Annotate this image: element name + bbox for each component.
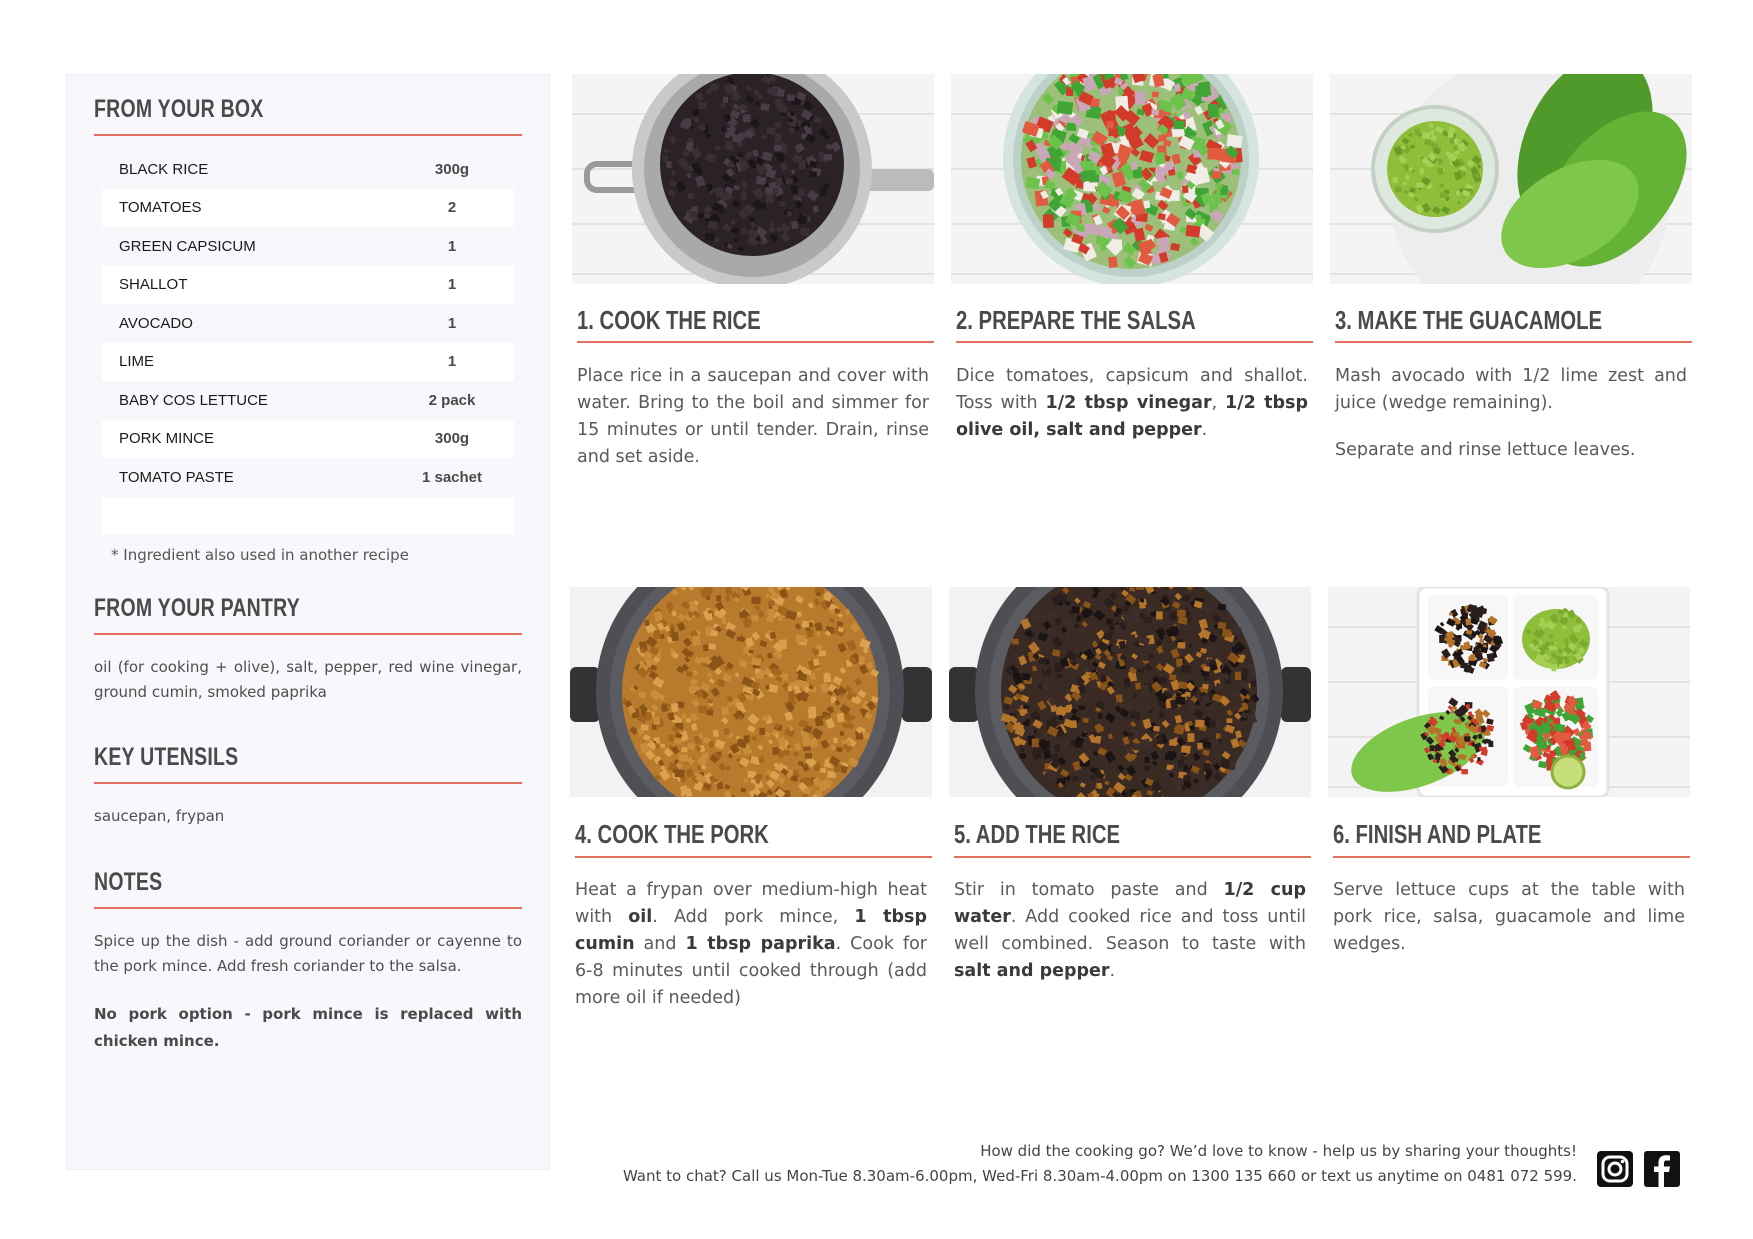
- ingredient-name: TOMATOES: [119, 199, 202, 217]
- ingredient-quantity: 1 sachet: [421, 468, 483, 486]
- utensils-text: saucepan, frypan: [94, 807, 225, 825]
- step-title: 5. ADD THE RICE: [954, 819, 1121, 849]
- divider: [94, 134, 522, 136]
- ingredient-name: AVOCADO: [119, 314, 193, 332]
- instruction-text: Dice tomatoes, capsicum and shallot. Toss with: [956, 366, 1308, 413]
- instruction-text: and: [634, 934, 686, 954]
- ingredient-name: PORK MINCE: [119, 430, 215, 448]
- ingredient-name: SHALLOT: [119, 276, 188, 294]
- ingredient-name: TOMATO PASTE: [119, 468, 234, 486]
- ingredient-name: BLACK RICE: [119, 160, 209, 178]
- notes-text: Spice up the dish - add ground coriander or cayenne to the pork mince. Add fresh coriander to the salsa.: [94, 932, 522, 975]
- instruction-paragraph: [954, 877, 1306, 985]
- divider: [94, 907, 522, 909]
- notes-bold-text: No pork option - pork mince is replaced with chicken mince.: [94, 1005, 522, 1050]
- instruction-paragraph: [1333, 877, 1685, 958]
- step-title: 6. FINISH AND PLATE: [1333, 819, 1542, 849]
- ingredient-row: [102, 304, 514, 343]
- ingredient-name: LIME: [119, 353, 155, 371]
- instruction-text: . Add cooked rice and toss until well combined. Season to taste with: [954, 907, 1306, 954]
- instruction-text: Stir in tomato paste and: [954, 880, 1224, 900]
- bold-ingredient: oil: [628, 907, 653, 927]
- step-photo: [1330, 74, 1692, 284]
- divider: [575, 856, 932, 858]
- key-utensils-heading: KEY UTENSILS: [94, 743, 239, 771]
- bold-ingredient: 1/2 cup water: [954, 880, 1306, 927]
- ingredient-name: GREEN CAPSICUM: [119, 237, 256, 255]
- ingredients-table: [102, 150, 514, 535]
- ingredient-row: [102, 189, 514, 228]
- step-instructions: [577, 363, 929, 471]
- notes-heading: NOTES: [94, 868, 163, 896]
- step-photo: [949, 587, 1311, 797]
- instruction-text: Heat a frypan over medium-high heat with: [575, 880, 927, 927]
- step-instructions: [575, 877, 927, 1012]
- bold-ingredient: 1/2 tbsp olive oil, salt and pepper: [956, 393, 1308, 440]
- step-instructions: [954, 877, 1306, 985]
- instagram-icon[interactable]: [1596, 1150, 1634, 1188]
- step-instructions: [1333, 877, 1685, 958]
- step-instructions: [956, 363, 1308, 444]
- step-photo: [951, 74, 1313, 284]
- instruction-text: . Add pork mince,: [652, 907, 855, 927]
- ingredient-quantity: 300g: [434, 430, 470, 448]
- ingredient-row: [102, 497, 514, 536]
- instruction-paragraph: [1335, 363, 1687, 417]
- from-your-pantry-heading: FROM YOUR PANTRY: [94, 594, 300, 622]
- instruction-paragraph: [1335, 437, 1687, 464]
- divider: [1335, 341, 1692, 343]
- bold-ingredient: 1/2 tbsp vinegar: [1045, 393, 1212, 413]
- bold-ingredient: salt and pepper: [954, 961, 1110, 981]
- divider: [577, 341, 934, 343]
- instruction-text: .: [1109, 961, 1116, 981]
- divider: [94, 633, 522, 635]
- step-photo: [572, 74, 934, 284]
- instruction-text: Mash avocado with 1/2 lime zest and juice (wedge remaining).: [1335, 366, 1687, 413]
- ingredients-panel: [66, 74, 550, 1170]
- pantry-text: oil (for cooking + olive), salt, pepper, red wine vinegar, ground cumin, smoked paprika: [94, 658, 522, 701]
- bold-ingredient: 1 tbsp paprika: [685, 934, 836, 954]
- ingredient-quantity: 1: [447, 314, 457, 332]
- ingredient-quantity: 300g: [434, 160, 470, 178]
- divider: [956, 341, 1313, 343]
- ingredient-quantity: 1: [447, 276, 457, 294]
- ingredient-quantity: 1: [447, 237, 457, 255]
- ingredient-quantity: 1: [447, 353, 457, 371]
- ingredient-row: [102, 420, 514, 459]
- step-photo: [1328, 587, 1690, 797]
- instruction-text: Separate and rinse lettuce leaves.: [1335, 440, 1636, 460]
- instruction-text: Place rice in a saucepan and cover with water. Bring to the boil and simmer for 15 minutes or until tender. Drain, rinse and set aside.: [577, 366, 929, 467]
- ingredient-row: [102, 458, 514, 497]
- from-your-box-heading: FROM YOUR BOX: [94, 95, 264, 123]
- facebook-icon[interactable]: [1643, 1150, 1681, 1188]
- instruction-text: Serve lettuce cups at the table with pork rice, salsa, guacamole and lime wedges.: [1333, 880, 1685, 954]
- instruction-text: . Cook for 6-8 minutes until cooked through (add more oil if needed): [575, 934, 927, 1008]
- step-title: 1. COOK THE RICE: [577, 305, 761, 335]
- contact-text: Want to chat? Call us Mon-Tue 8.30am-6.00pm, Wed-Fri 8.30am-4.00pm on 1300 135 660 or text us anytime on 0481 072 599.: [622, 1167, 1577, 1185]
- ingredient-quantity: 2 pack: [428, 391, 476, 409]
- ingredient-name: BABY COS LETTUCE: [119, 391, 268, 409]
- instruction-paragraph: [575, 877, 927, 1012]
- divider: [954, 856, 1311, 858]
- ingredient-row: [102, 343, 514, 382]
- ingredient-row: [102, 227, 514, 266]
- ingredient-row: [102, 266, 514, 305]
- divider: [1333, 856, 1690, 858]
- step-title: 4. COOK THE PORK: [575, 819, 769, 849]
- step-photo: [570, 587, 932, 797]
- step-title: 2. PREPARE THE SALSA: [956, 305, 1196, 335]
- ingredient-quantity: 2: [447, 199, 457, 217]
- divider: [94, 782, 522, 784]
- step-instructions: [1335, 363, 1687, 464]
- footnote: * Ingredient also used in another recipe: [111, 546, 409, 564]
- instruction-paragraph: [956, 363, 1308, 444]
- ingredient-row: [102, 150, 514, 189]
- feedback-text: How did the cooking go? We’d love to know - help us by sharing your thoughts!: [980, 1142, 1577, 1160]
- step-title: 3. MAKE THE GUACAMOLE: [1335, 305, 1603, 335]
- instruction-paragraph: [577, 363, 929, 471]
- instruction-text: ,: [1211, 393, 1226, 413]
- ingredient-row: [102, 381, 514, 420]
- bold-ingredient: 1 tbsp cumin: [575, 907, 927, 954]
- instruction-text: .: [1201, 420, 1208, 440]
